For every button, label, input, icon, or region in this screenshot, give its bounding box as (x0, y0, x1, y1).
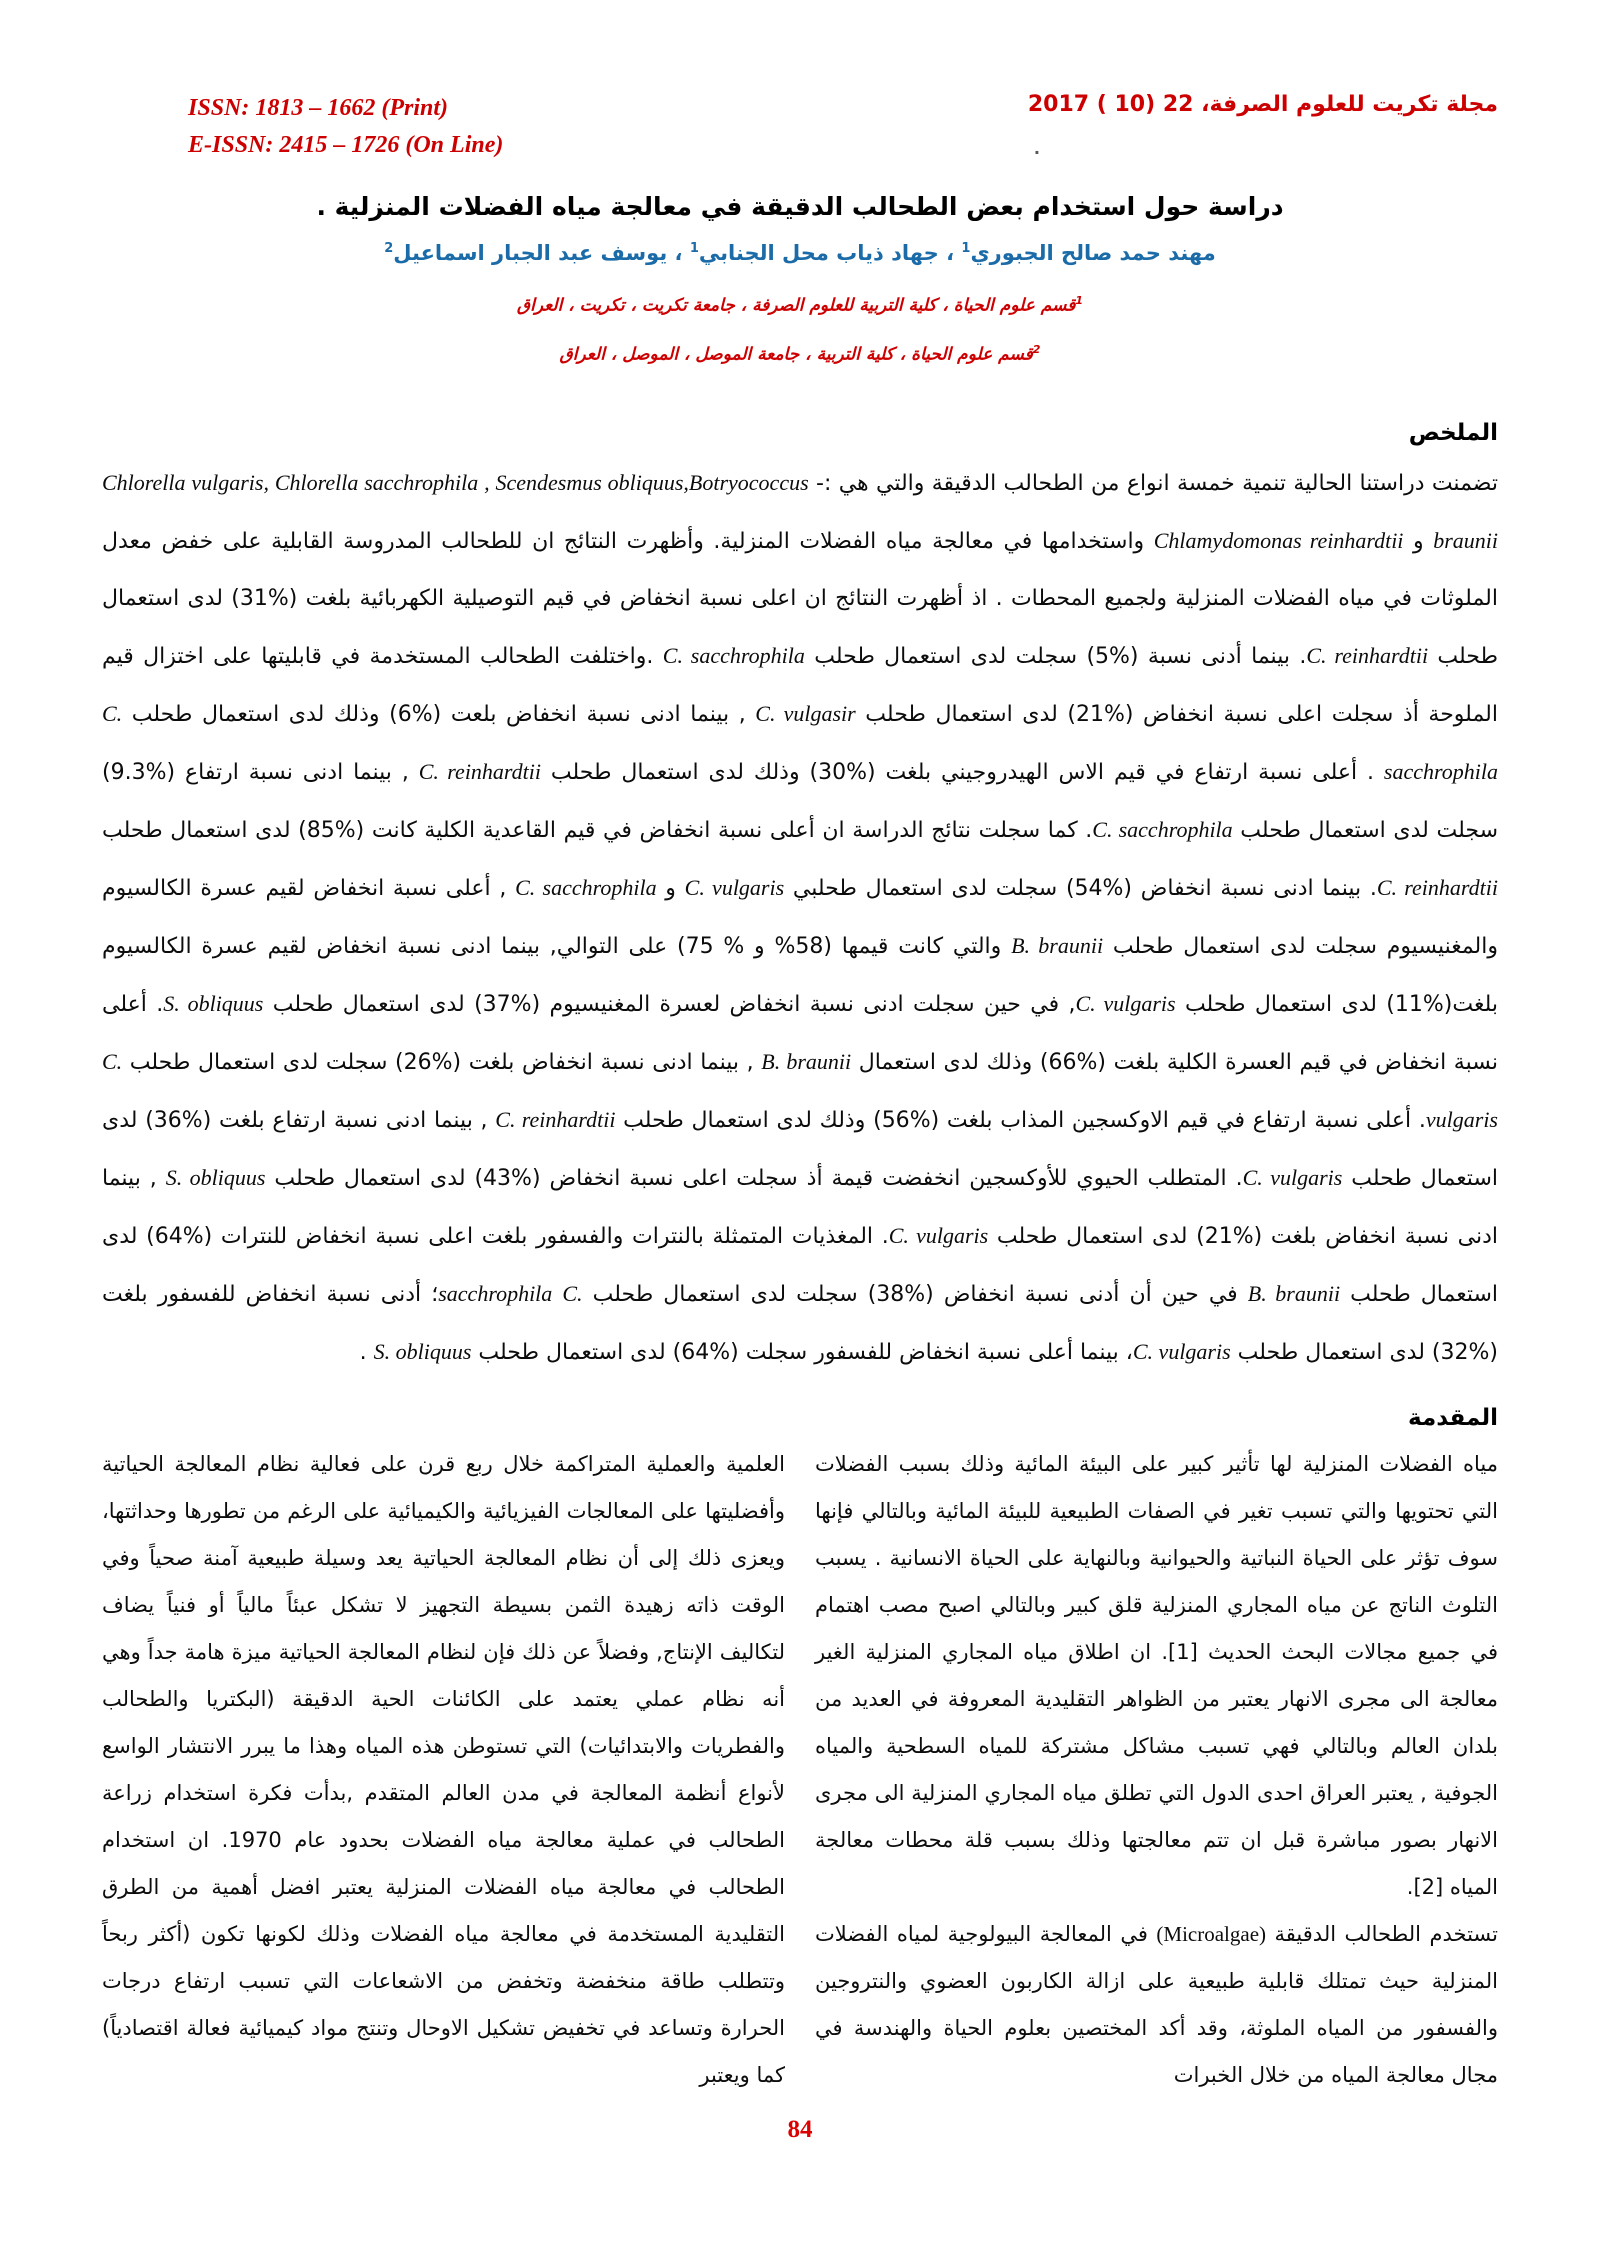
page-header (102, 90, 1498, 164)
affiliation-1: $^1$قسم علوم الحياة ، كلية التربية للعلوم الصرفة ، جامعة تكريت ، تكريت ، العراق (516, 294, 1084, 316)
intro-right-paragraph-2: تستخدم الطحالب الدقيقة (Microalgae) في المعالجة البيولوجية لمياه الفضلات المنزلية حيث تمتلك قابلية طبيعية على ازالة الكاربون العضوي والنتروجين والفسفور من المياه الملوثة، وقد أكد المختصين بعلوم الحياة والهندسة في مجال معالجة المياه من خلال الخبرات (815, 1922, 1498, 2088)
authors-line: مهند حمد صالح الجبوري$^1$ ، جهاد ذياب محل الجنابي$^1$ ، يوسف عبد الجبار اسماعيل$^2$ (384, 241, 1216, 265)
journal-title: مجلة تكريت للعلوم الصرفة، 22 (10 ) 2017 (1027, 92, 1498, 117)
journal-title-dot: . (1033, 139, 1040, 158)
affiliation-2: $^2$قسم علوم الحياة ، كلية التربية ، جامعة الموصل ، الموصل ، العراق (559, 342, 1041, 365)
issn-block (102, 90, 503, 164)
article-title: دراسة حول استخدام بعض الطحالب الدقيقة في معالجة مياه الفضلات المنزلية . (316, 192, 1284, 221)
abstract-heading: الملخص (1408, 420, 1498, 447)
intro-column-right (815, 1441, 1498, 2099)
affiliations (102, 279, 1498, 376)
issn-print: ISSN: 1813 – 1662 (Print) (188, 95, 449, 121)
introduction-columns (102, 1441, 1498, 2099)
page-number: 84 (787, 2116, 813, 2143)
intro-left-paragraph: العلمية والعملية المتراكمة خلال ربع قرن على فعالية نظام المعالجة الحياتية وأفضليتها على المعالجات الفيزيائية والكيميائية على الرغم من تطورها وحداثتها، ويعزى ذلك إلى أن نظام المعالجة الحياتية يعد وسيلة طبيعية آمنة صحياً وفي الوقت ذاته زهيدة الثمن بسيطة التجهيز لا تشكل عبئاً مالياً أو فنياً يضاف لتكاليف الإنتاج, وفضلاً عن ذلك فإن لنظام المعالجة الحياتية ميزة هامة جداً وهي أنه نظام عملي يعتمد على الكائنات الحية الدقيقة (البكتريا والطحالب والفطريات والابتدائيات) التي تستوطن هذه المياه وهذا ما يبرر الانتشار الواسع لأنواع أنظمة المعالجة في مدن العالم المتقدم ,بدأت فكرة استخدام زراعة الطحالب في عملية معالجة مياه الفضلات بحدود عام 1970. ان استخدام الطحالب في معالجة مياه الفضلات المنزلية يعتبر افضل أهمية من الطرق التقليدية المستخدمة في معالجة مياه الفضلات وذلك لكونها تكون (أكثر ربحاً وتتطلب طاقة منخفضة وتخفض من الاشعاعات التي تسبب ارتفاع درجات الحرارة وتساعد في تخفيض تشكيل الاوحال وتنتج مواد كيميائية فعالة اقتصادياً) كما ويعتبر (102, 1452, 785, 2088)
introduction-heading: المقدمة (1408, 1405, 1498, 1432)
intro-right-paragraph-1: مياه الفضلات المنزلية لها تأثير كبير على البيئة المائية وذلك بسبب الفضلات التي تحتويها والتي تسبب تغير في الصفات الطبيعية للبيئة المائية وبالتالي فإنها سوف تؤثر على الحياة النباتية والحيوانية وبالنهاية على الحياة الانسانية . يسبب التلوث الناتج عن مياه المجاري المنزلية قلق كبير وبالتالي اصبح مصب اهتمام في جميع مجالات البحث الحديث [1]. ان اطلاق مياه المجاري المنزلية الغير معالجة الى مجرى الانهار يعتبر من الظواهر التقليدية المعروفة في العديد من بلدان العالم وبالتالي فهي تسبب مشاكل مشتركة للمياه السطحية والمياه الجوفية , يعتبر العراق احدى الدول التي تطلق مياه المجاري المنزلية الى مجرى الانهار بصور مباشرة قبل ان تتم معالجتها وذلك بسبب قلة محطات معالجة المياه [2]. (815, 1452, 1498, 1900)
abstract-text: تضمنت دراستنا الحالية تنمية خمسة انواع من الطحالب الدقيقة والتي هي :- Chlorella vulgaris, Chlorella sacchrophila , Scendesmus obliquus,Botryococcus braunii و Chlamydomonas reinhardtii واستخدامها في معالجة مياه الفضلات المنزلية. وأظهرت النتائج ان للطحالب المدروسة القابلية على خفض معدل الملوثات في مياه الفضلات المنزلية ولجميع المحطات . اذ أظهرت النتائج ان اعلى نسبة انخفاض في قيم التوصيلية الكهربائية بلغت (%31) لدى استعمال طحلب C. reinhardtii. بينما أدنى نسبة (%5) سجلت لدى استعمال طحلب C. sacchrophila .واختلفت الطحالب المستخدمة في قابليتها على اختزال قيم الملوحة أذ سجلت اعلى نسبة انخفاض (%21) لدى استعمال طحلب C. vulgasir , بينما ادنى نسبة انخفاض بلعت (%6) وذلك لدى استعمال طحلب C. sacchrophila . أعلى نسبة ارتفاع في قيم الاس الهيدروجيني بلغت (%30) وذلك لدى استعمال طحلب C. reinhardtii , بينما ادنى نسبة ارتفاع (%9.3) سجلت لدى استعمال طحلب C. sacchrophila. كما سجلت نتائج الدراسة ان أعلى نسبة انخفاض في قيم القاعدية الكلية كانت (%85) لدى استعمال طحلب C. reinhardtii. بينما ادنى نسبة انخفاض (%54) سجلت لدى استعمال طحلبي C. vulgaris و C. sacchrophila , أعلى نسبة انخفاض لقيم عسرة الكالسيوم والمغنيسيوم سجلت لدى استعمال طحلب B. braunii والتي كانت قيمها (58% و % 75) على التوالي, بينما ادنى نسبة انخفاض لقيم عسرة الكالسيوم بلغت(%11) لدى استعمال طحلب C. vulgaris, في حين سجلت ادنى نسبة انخفاض لعسرة المغنيسيوم (%37) لدى استعمال طحلب S. obliquus. أعلى نسبة انخفاض في قيم العسرة الكلية بلغت (%66) وذلك لدى استعمال B. braunii , بينما ادنى نسبة انخفاض بلغت (%26) سجلت لدى استعمال طحلب C. vulgaris. أعلى نسبة ارتفاع في قيم الاوكسجين المذاب بلغت (%56) وذلك لدى استعمال طحلب C. reinhardtii , بينما ادنى نسبة ارتفاع بلغت (%36) لدى استعمال طحلب C. vulgaris. المتطلب الحيوي للأوكسجين انخفضت قيمة أذ سجلت اعلى نسبة انخفاض (%43) لدى استعمال طحلب S. obliquus , بينما ادنى نسبة انخفاض بلغت (%21) لدى استعمال طحلب C. vulgaris. المغذيات المتمثلة بالنترات والفسفور بلغت اعلى نسبة انخفاض للنترات (%64) لدى استعمال طحلب B. braunii في حين أن أدنى نسبة انخفاض (%38) سجلت لدى استعمال طحلب C. sacchrophila؛ أدنى نسبة انخفاض للفسفور بلغت (%32) لدى استعمال طحلب C. vulgaris، بينما أعلى نسبة انخفاض للفسفور سجلت (%64) لدى استعمال طحلب S. obliquus . (102, 470, 1499, 1366)
intro-column-left (102, 1441, 785, 2099)
journal-title-block (1028, 90, 1498, 164)
issn-online: E-ISSN: 2415 – 1726 (On Line) (188, 132, 504, 158)
